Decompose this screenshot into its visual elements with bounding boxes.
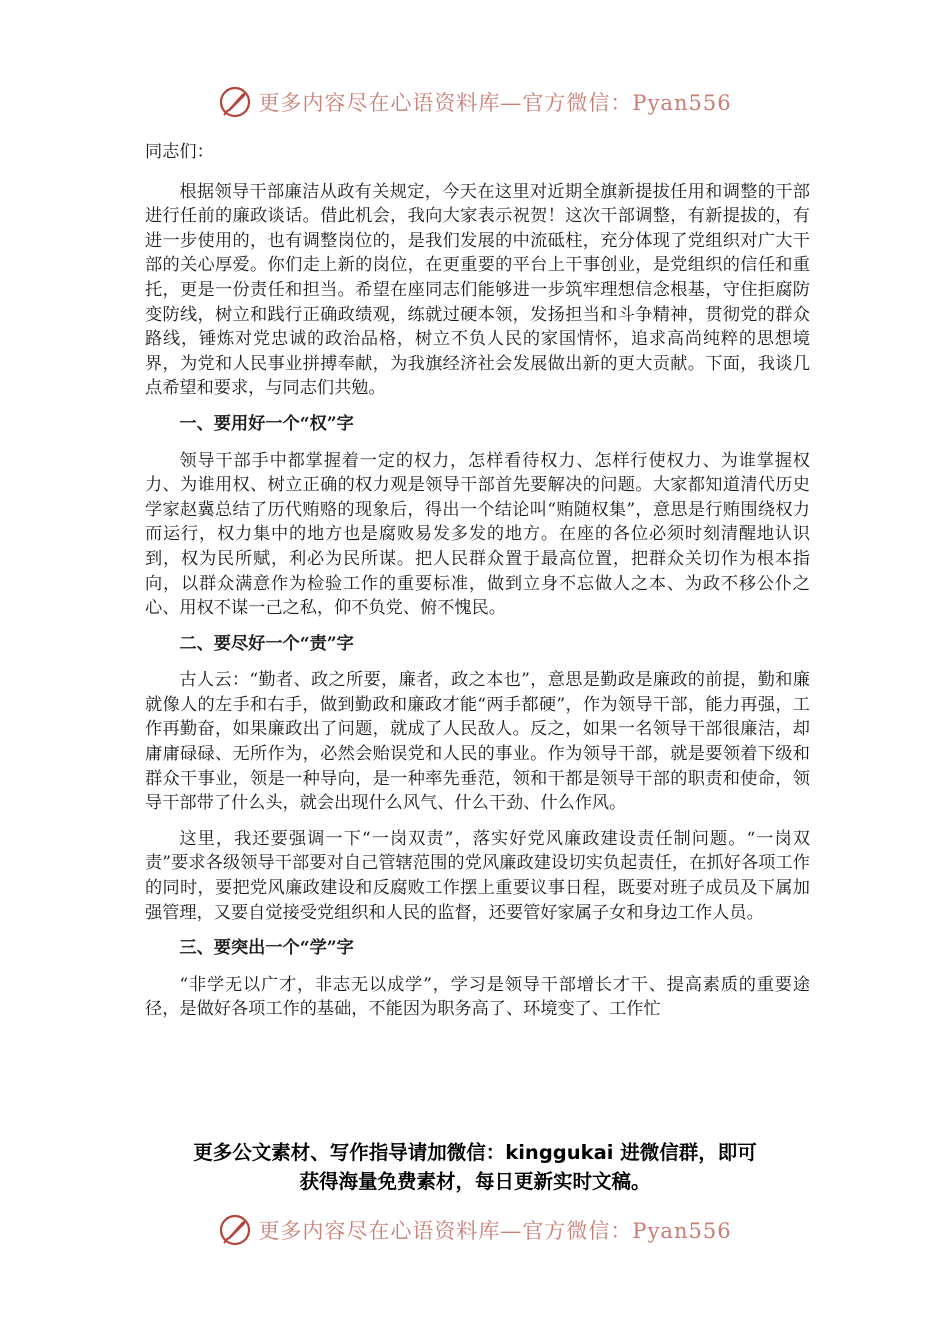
document-body — [145, 140, 810, 1033]
section-3-paragraph: “非学无以广才，非志无以成学”，学习是领导干部增长才干、提高素质的重要途径，是做好各项工作的基础，不能因为职务高了、环境变了、工作忙 — [145, 974, 810, 1020]
watermark-header — [0, 82, 950, 122]
watermark-footer — [0, 1210, 950, 1250]
quill-pen-logo-icon — [218, 85, 252, 119]
section-1-paragraph: 领导干部手中都掌握着一定的权力，怎样看待权力、怎样行使权力、为谁掌握权力、为谁用权、树立正确的权力观是领导干部首先要解决的问题。大家都知道清代历史学家赵冀总结了历代贿赂的现象后，得出一个结论叫“贿随权集”，意思是行贿围绕权力而运行，权力集中的地方也是腐败易发多发的地方。在座的各位必须时刻清醒地认识到，权为民所赋，利必为民所谋。把人民群众置于最高位置，把群众关切作为根本指向，以群众满意作为检验工作的重要标准，做到立身不忘做人之本、为政不移公仆之心、用权不谋一己之私，仰不负党、俯不愧民。 — [145, 450, 810, 619]
section-2-paragraph-2: 这里，我还要强调一下“一岗双责”，落实好党风廉政建设责任制问题。“一岗双责”要求各级领导干部要对自己管辖范围的党风廉政建设切实负起责任，在抓好各项工作的同时，要把党风廉政建设和反腐败工作摆上重要议事日程，既要对班子成员及下属加强管理，又要自觉接受党组织和人民的监督，还要管好家属子女和身边工作人员。 — [145, 828, 810, 923]
salutation: 同志们： — [145, 142, 214, 162]
promo-line-1: 更多公文素材、写作指导请加微信：kinggukai 进微信群，即可 — [193, 1141, 757, 1164]
section-1-heading: 一、要用好一个“权”字 — [179, 413, 354, 434]
promo-line-2: 获得海量免费素材，每日更新实时文稿。 — [299, 1170, 651, 1193]
watermark-text: 更多内容尽在心语资料库—官方微信：Pyan556 — [258, 91, 732, 115]
section-3-heading: 三、要突出一个“学”字 — [179, 938, 354, 959]
section-2-heading: 二、要尽好一个“责”字 — [179, 633, 354, 654]
section-2-paragraph-1: 古人云：“勤者、政之所要，廉者，政之本也”，意思是勤政是廉政的前提，勤和廉就像人的左手和右手，做到勤政和廉政才能“两手都硬”，作为领导干部，能力再强，工作再勤奋，如果廉政出了问题，就成了人民敌人。反之，如果一名领导干部很廉洁，却庸庸碌碌、无所作为，必然会贻误党和人民的事业。作为领导干部，就是要领着下级和群众干事业，领是一种导向，是一种率先垂范，领和干都是领导干部的职责和使命，领导干部带了什么头，就会出现什么风气、什么干劲、什么作风。 — [145, 670, 810, 814]
promo-overlay — [0, 1138, 950, 1196]
intro-paragraph: 根据领导干部廉洁从政有关规定，今天在这里对近期全旗新提拔任用和调整的干部进行任前的廉政谈话。借此机会，我向大家表示祝贺！这次干部调整，有新提拔的，有进一步使用的，也有调整岗位的，是我们发展的中流砥柱，充分体现了党组织对广大干部的关心厚爱。你们走上新的岗位，在更重要的平台上干事创业，是党组织的信任和重托，更是一份责任和担当。希望在座同志们能够进一步筑牢理想信念根基，守住拒腐防变防线，树立和践行正确政绩观，练就过硬本领，发扬担当和斗争精神，贯彻党的群众路线，锤炼对党忠诚的政治品格，树立不负人民的家国情怀，追求高尚纯粹的思想境界，为党和人民事业拼搏奉献，为我旗经济社会发展做出新的更大贡献。下面，我谈几点希望和要求，与同志们共勉。 — [145, 181, 810, 399]
quill-pen-logo-icon — [218, 1213, 252, 1247]
watermark-text: 更多内容尽在心语资料库—官方微信：Pyan556 — [258, 1219, 732, 1243]
